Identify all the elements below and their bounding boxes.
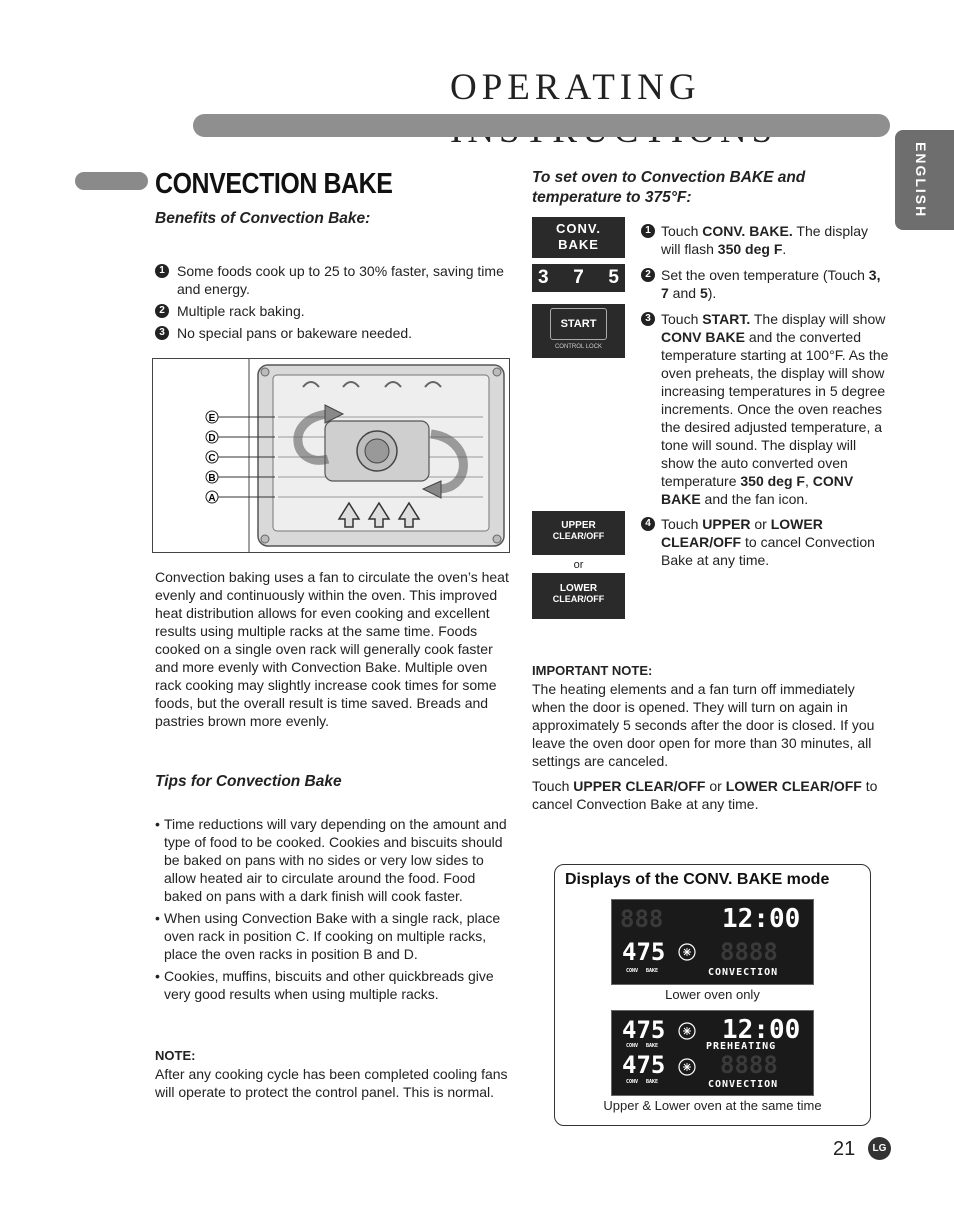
lcd-screen-1 [612,900,813,984]
benefits-list [155,262,505,346]
rack-label-d: D [208,433,216,444]
lg-logo-icon: LG [868,1137,891,1160]
digit-3-button[interactable]: 3 [538,267,549,288]
list-item: • Cookies, muffins, biscuits and other quickbreads give very good results when using multiple racks. [155,967,510,1003]
svg-text:475: 475 [622,938,666,966]
convection-description: Convection baking uses a fan to circulate the oven’s heat evenly and continuously within the oven. This improved heat distribution allows for even cooking and excellent results using multiple racks at the same time. Foods cooked on a single oven rack will generally cook faster and more evenly with Convection Bake. Multiple oven rack cooking may slightly increase cook times for some foods, but the overall result is time saved. Breads and pastries brown more evenly. [155,569,509,729]
digit-keypad [532,264,625,292]
number-badge: 4 [641,517,655,531]
svg-text:888: 888 [620,905,664,933]
number-badge: 2 [155,304,169,318]
svg-text:475: 475 [622,1051,666,1079]
list-item: 2 Multiple rack baking. [155,302,505,320]
oven-cavity-drawing [153,359,509,552]
displays-title: Displays of the CONV. BAKE mode [565,871,830,888]
lower-clear-off-button[interactable]: LOWER CLEAR/OFF [532,573,625,619]
number-badge: 3 [155,326,169,340]
svg-text:PREHEATING: PREHEATING [706,1041,777,1052]
section-title: CONVECTION BAKE [155,168,393,200]
svg-text:8888: 8888 [720,938,778,966]
page-number: 21 [833,1138,856,1160]
cancel-instruction: Touch UPPER CLEAR/OFF or LOWER CLEAR/OFF to cancel Convection Bake at any time. [532,778,878,812]
list-item: • Time reductions will vary depending on the amount and type of food to be cooked. Cookies and biscuits should be baked on pans with no sides or very low sides to allow heated air to circulate around the food. Food baked on pans with a dark finish will cook faster. [155,815,510,905]
svg-text:12:00: 12:00 [722,1015,801,1045]
language-tab [895,130,954,230]
benefits-heading: Benefits of Convection Bake: [155,210,371,227]
list-item: 1 Some foods cook up to 25 to 30% faster, saving time and energy. [155,262,505,298]
section-pill [75,172,148,190]
note-text: After any cooking cycle has been completed cooling fans will operate to protect the control panel. This is normal. [155,1066,508,1100]
lcd-lower-oven-only [611,899,814,985]
number-badge: 1 [641,224,655,238]
tips-heading: Tips for Convection Bake [155,773,342,790]
svg-text:8888: 8888 [720,1051,778,1079]
list-item: 3 No special pans or bakeware needed. [155,324,505,342]
lcd-screen-2 [612,1011,813,1095]
or-label: or [573,559,584,571]
lcd-caption-lower: Lower oven only [665,987,760,1002]
start-button[interactable]: START CONTROL LOCK [532,304,625,358]
digit-7-button[interactable]: 7 [573,267,584,288]
step-1: 1 Touch CONV. BAKE. The display will flash 350 deg F. [641,222,891,258]
rack-label-c: C [208,453,216,464]
svg-text:475: 475 [622,1016,666,1044]
svg-text:12:00: 12:00 [722,904,801,934]
svg-text:CONVECTION: CONVECTION [708,967,779,978]
digit-5-button[interactable]: 5 [608,267,619,288]
svg-text:BAKE: BAKE [646,968,659,974]
important-note-text: The heating elements and a fan turn off immediately when the door is opened. They will turn on again in approximately 5 seconds after the door is closed. If you leave the oven door open for more than 30 minutes, all settings are canceled. [532,681,875,769]
number-badge: 2 [641,268,655,282]
important-note-label: IMPORTANT NOTE: [532,663,653,678]
language-tab-label: ENGLISH [913,142,929,219]
number-badge: 3 [641,312,655,326]
header-bar [193,114,890,137]
rack-label-b: B [208,473,216,484]
tips-list [155,815,510,1007]
lcd-caption-both: Upper & Lower oven at the same time [603,1098,822,1113]
svg-text:BAKE: BAKE [646,1043,659,1049]
svg-text:BAKE: BAKE [646,1079,659,1085]
set-oven-heading: To set oven to Convection BAKE and temperature to 375°F: [532,169,806,206]
rack-label-e: E [208,413,216,424]
oven-rack-illustration [152,358,510,553]
note-label: NOTE: [155,1048,196,1063]
conv-bake-button[interactable]: CONV. BAKE [532,217,625,258]
rack-label-a: A [208,493,216,504]
upper-clear-off-button[interactable]: UPPER CLEAR/OFF [532,511,625,555]
svg-text:CONV: CONV [626,1079,639,1085]
svg-text:CONVECTION: CONVECTION [708,1079,779,1090]
step-3: 3 Touch START. The display will show CONV BAKE and the converted temperature starting at 100°F. As the oven preheats, the display will show increasing temperatures in 5 degree increments. Once the oven reaches the desired adjusted temperature, a tone will sound. The display will show the auto converted oven temperature 350 deg F, CONV BAKE and the fan icon. [641,310,891,508]
svg-text:CONV: CONV [626,968,639,974]
step-2: 2 Set the oven temperature (Touch 3, 7 and 5). [641,266,891,302]
step-4: 4 Touch UPPER or LOWER CLEAR/OFF to cancel Convection Bake at any time. [641,515,891,569]
displays-panel [554,864,871,1126]
svg-text:CONV: CONV [626,1043,639,1049]
list-item: • When using Convection Bake with a single rack, place oven rack in position C. If cooking on multiple racks, place the oven racks in position B and D. [155,909,510,963]
lcd-upper-and-lower [611,1010,814,1096]
page-header-title: OPERATING [450,67,701,108]
number-badge: 1 [155,264,169,278]
